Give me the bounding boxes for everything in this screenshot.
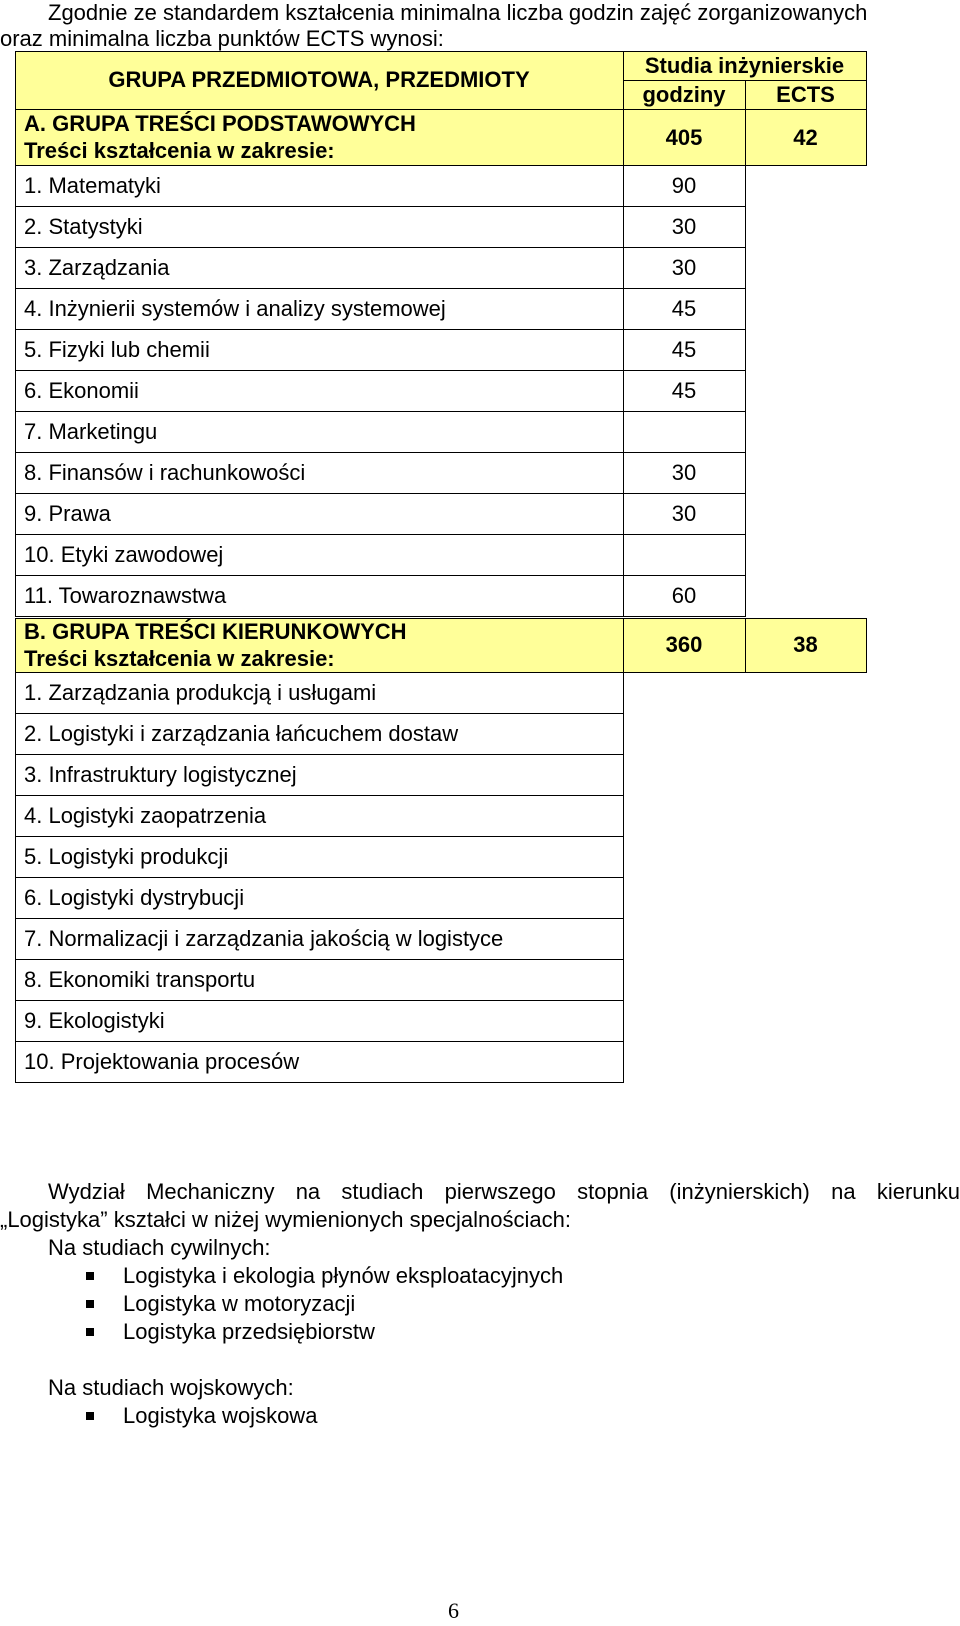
subject-name: 2. Statystyki (24, 214, 143, 239)
subject-hours: 90 (671, 173, 697, 198)
subject-name: 10. Etyki zawodowej (24, 542, 224, 567)
paragraph-word: Wydział (48, 1179, 125, 1204)
header-ects-label: ECTS (776, 82, 835, 107)
bullet-icon (86, 1412, 94, 1420)
civil-list (0, 1262, 960, 1346)
subject-name: 3. Infrastruktury logistycznej (24, 762, 297, 787)
specialization-item (0, 1262, 960, 1290)
paragraph-line-1 (0, 1178, 960, 1206)
subject-hours: 45 (671, 337, 697, 362)
page-number: 6 (448, 1598, 459, 1623)
header-studies-label: Studia inżynierskie (644, 53, 845, 78)
group-b-ects: 38 (793, 632, 818, 657)
specialization-item (0, 1402, 960, 1430)
military-list (0, 1402, 960, 1430)
subject-hours: 45 (671, 378, 697, 403)
specialization-item (0, 1290, 960, 1318)
header-hours-label: godziny (642, 82, 726, 107)
group-a-subtitle: Treści kształcenia w zakresie: (24, 138, 335, 163)
subject-hours: 30 (671, 255, 697, 280)
subject-name: 8. Finansów i rachunkowości (24, 460, 306, 485)
specialization-label: Logistyka wojskowa (123, 1403, 318, 1428)
subject-name: 1. Matematyki (24, 173, 161, 198)
subject-name: 6. Logistyki dystrybucji (24, 885, 245, 910)
group-b-title: B. GRUPA TREŚCI KIERUNKOWYCH (24, 619, 407, 644)
paragraph-line-2: „Logistyka” kształci w niżej wymienionych specjalnościach: (0, 1207, 572, 1232)
specialization-item (0, 1318, 960, 1346)
intro-line-2: oraz minimalna liczba punktów ECTS wynosi: (0, 26, 444, 51)
subject-name: 3. Zarządzania (24, 255, 170, 280)
subject-name: 9. Prawa (24, 501, 111, 526)
bullet-icon (86, 1272, 94, 1280)
bullet-icon (86, 1300, 94, 1308)
subject-name: 5. Fizyki lub chemii (24, 337, 210, 362)
specialization-label: Logistyka przedsiębiorstw (123, 1319, 375, 1344)
subject-name: 4. Logistyki zaopatrzenia (24, 803, 267, 828)
group-a-hours: 405 (665, 125, 703, 150)
paragraph-word: stopnia (577, 1179, 649, 1204)
paragraph-word: Mechaniczny (146, 1179, 275, 1204)
subject-hours: 30 (671, 214, 697, 239)
military-heading: Na studiach wojskowych: (48, 1375, 294, 1400)
paragraph-word: na (295, 1179, 321, 1204)
subject-name: 2. Logistyki i zarządzania łańcuchem dostaw (24, 721, 459, 746)
civil-heading: Na studiach cywilnych: (48, 1235, 271, 1260)
hours-cell (623, 411, 746, 453)
paragraph-word: (inżynierskich) (669, 1179, 810, 1204)
spacer (0, 1346, 960, 1374)
subject-hours: 60 (671, 583, 697, 608)
paragraph-word: kierunku (876, 1179, 960, 1204)
group-a-ects: 42 (793, 125, 818, 150)
intro-line-1: Zgodnie ze standardem kształcenia minimalna liczba godzin zajęć zorganizowanych (48, 0, 868, 25)
bullet-icon (86, 1328, 94, 1336)
subject-name: 7. Marketingu (24, 419, 158, 444)
group-a-title: A. GRUPA TREŚCI PODSTAWOWYCH (24, 111, 416, 136)
specialization-label: Logistyka i ekologia płynów eksploatacyjnych (123, 1263, 564, 1288)
subject-hours: 30 (671, 460, 697, 485)
specialization-label: Logistyka w motoryzacji (123, 1291, 356, 1316)
subject-name: 11. Towaroznawstwa (24, 583, 227, 608)
subject-name: 9. Ekologistyki (24, 1008, 165, 1033)
group-b-subtitle: Treści kształcenia w zakresie: (24, 646, 335, 671)
header-group-label: GRUPA PRZEDMIOTOWA, PRZEDMIOTY (108, 67, 530, 92)
subject-hours: 45 (671, 296, 697, 321)
subject-name: 7. Normalizacji i zarządzania jakością w logistyce (24, 926, 504, 951)
paragraph-word: studiach (341, 1179, 424, 1204)
subject-name: 5. Logistyki produkcji (24, 844, 229, 869)
specializations-paragraph (0, 1178, 960, 1430)
group-b-hours: 360 (665, 632, 703, 657)
hours-cell (623, 534, 746, 576)
subject-hours: 30 (671, 501, 697, 526)
paragraph-word: na (831, 1179, 856, 1204)
subject-name: 4. Inżynierii systemów i analizy systemowej (24, 296, 446, 321)
paragraph-word: pierwszego (444, 1179, 556, 1204)
subject-name: 6. Ekonomii (24, 378, 139, 403)
subject-name: 8. Ekonomiki transportu (24, 967, 256, 992)
subject-name: 1. Zarządzania produkcją i usługami (24, 680, 377, 705)
subject-name: 10. Projektowania procesów (24, 1049, 300, 1074)
